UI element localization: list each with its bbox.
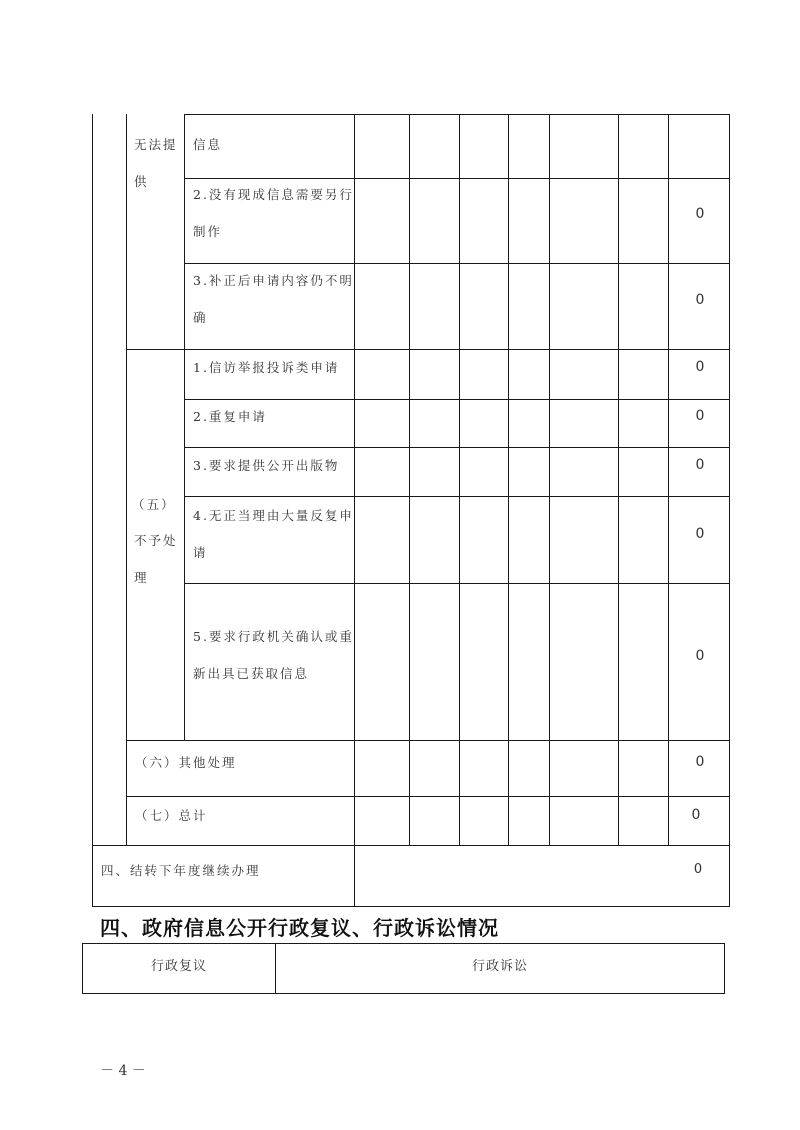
grid-line	[82, 993, 725, 994]
grid-line	[82, 943, 725, 944]
row-label: 2.没有现成信息需要另行	[193, 187, 354, 202]
group-label-five-line3: 理	[134, 570, 149, 585]
grid-line	[92, 906, 730, 907]
group-label-five-line2: 不予处	[134, 533, 178, 548]
row-value-total: 0	[691, 807, 701, 823]
row-value-carry: 0	[693, 862, 703, 877]
page-number: － 4 －	[100, 1063, 146, 1079]
grid-line	[126, 114, 127, 845]
row-value-other: 0	[695, 754, 705, 770]
row-value: 0	[695, 526, 705, 542]
row-label: 制作	[193, 224, 223, 239]
grid-line	[126, 796, 730, 797]
row-value: 0	[695, 408, 705, 424]
row-label: 3.要求提供公开出版物	[193, 458, 340, 473]
row-label: 3.补正后申请内容仍不明	[193, 273, 354, 288]
grid-line	[184, 583, 730, 584]
grid-line	[724, 943, 725, 994]
group-label-five-line1: （五）	[132, 497, 176, 512]
row-value: 0	[695, 206, 705, 222]
grid-line	[184, 114, 730, 115]
row-value: 0	[695, 292, 705, 308]
grid-line	[184, 114, 185, 740]
group-label-unable-line1: 无法提	[134, 137, 178, 152]
row-label-carry: 四、结转下年度继续办理	[101, 863, 261, 878]
row-label: 新出具已获取信息	[193, 666, 310, 681]
grid-line	[729, 114, 730, 906]
row-label: 5.要求行政机关确认或重	[193, 629, 354, 644]
header-administrative-review: 行政复议	[150, 959, 207, 974]
grid-line	[92, 114, 93, 906]
row-value: 0	[695, 457, 705, 473]
row-label-other: （六）其他处理	[135, 755, 237, 770]
row-label: 1.信访举报投诉类申请	[193, 360, 340, 375]
grid-line	[354, 114, 355, 906]
grid-line	[459, 114, 460, 845]
row-label-total: （七）总计	[135, 808, 208, 823]
row-label: 信息	[193, 137, 223, 152]
grid-line	[409, 114, 410, 845]
header-administrative-litigation: 行政诉讼	[471, 959, 528, 974]
row-value: 0	[695, 648, 705, 664]
group-label-unable-line2: 供	[134, 174, 149, 189]
grid-line	[668, 114, 669, 845]
row-label: 请	[193, 545, 208, 560]
section-heading: 四、政府信息公开行政复议、行政诉讼情况	[100, 916, 499, 940]
row-label: 2.重复申请	[193, 409, 267, 424]
row-value: 0	[695, 359, 705, 375]
row-label: 4.无正当理由大量反复申	[193, 508, 354, 523]
grid-line	[549, 114, 550, 845]
grid-line	[126, 740, 730, 741]
grid-line	[618, 114, 619, 845]
grid-line	[508, 114, 509, 845]
row-label: 确	[193, 310, 208, 325]
grid-line	[92, 845, 730, 846]
